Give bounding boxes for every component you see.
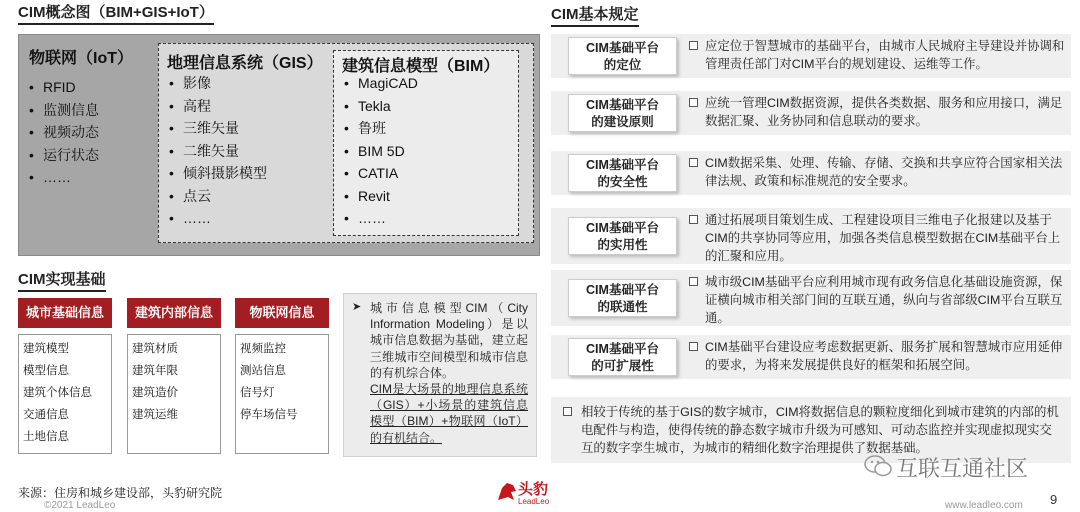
- rule-text: [689, 338, 1065, 374]
- wechat-icon: [864, 454, 892, 478]
- website: www.leadleo.com: [945, 500, 1023, 511]
- rule-text: [689, 211, 1065, 265]
- rule-row: [551, 208, 1071, 264]
- leadleo-logo: [496, 478, 558, 510]
- rule-label-line1: CIM基础平台: [586, 221, 659, 235]
- bim-item: • Revit: [344, 185, 418, 208]
- gis-item: • 点云: [169, 185, 267, 208]
- bim-item: • ……: [344, 207, 418, 230]
- bim-box: [333, 50, 519, 236]
- bim-title: 建筑信息模型（BIM）: [342, 58, 500, 75]
- rule-text: [689, 273, 1065, 327]
- category-list-city: [18, 334, 112, 454]
- rule-label: [568, 279, 677, 317]
- list-item: 测站信息: [240, 365, 286, 377]
- list-item: 建筑模型: [23, 343, 69, 355]
- gis-list: [169, 72, 267, 230]
- logo-text-en: LeadLeo: [518, 497, 550, 506]
- rule-label-line1: CIM基础平台: [586, 342, 659, 356]
- list-item: 停车场信号: [240, 409, 298, 421]
- checkbox-bullet-icon: [689, 41, 698, 50]
- gis-item: • ……: [169, 207, 267, 230]
- rule-text-content: 城市级CIM基础平台应利用城市现有政务信息化基础设施资源，保证横向城市相关部门间的互联互通，纵向与省部级CIM平台互联互通。: [705, 275, 1063, 325]
- category-list-iot: [235, 334, 329, 454]
- gis-item: • 高程: [169, 95, 267, 118]
- list-item: 土地信息: [23, 431, 69, 443]
- rule-text: [689, 154, 1065, 190]
- rule-label-line1: CIM基础平台: [586, 158, 659, 172]
- bim-item: • BIM 5D: [344, 140, 418, 163]
- watermark-text: 互联互通社区: [896, 456, 1029, 481]
- page-number: 9: [1050, 492, 1058, 507]
- iot-item: • 视频动态: [29, 121, 99, 144]
- rule-text-content: 应定位于智慧城市的基础平台，由城市人民城府主导建设并协调和管理责任部门对CIM平台的规划建设、运维等工作。: [705, 39, 1065, 71]
- gis-item: • 三维矢量: [169, 117, 267, 140]
- logo-text-cn: 头豹: [518, 481, 549, 498]
- list-item: 信号灯: [240, 387, 275, 399]
- checkbox-bullet-icon: [563, 407, 572, 416]
- description-combination: CIM是大场景的地理信息系统（GIS）+小场景的建筑信息模型（BIM）+物联网（IoT）的有机结合。: [370, 382, 528, 445]
- checkbox-bullet-icon: [689, 215, 698, 224]
- gis-item: • 倾斜摄影模型: [169, 162, 267, 185]
- rule-label-line2: 的实用性: [597, 238, 648, 252]
- rule-row: [551, 270, 1071, 326]
- copyright: ©2021 LeadLeo: [44, 500, 116, 511]
- iot-list: [29, 76, 99, 189]
- rule-label-line1: CIM基础平台: [586, 98, 659, 112]
- rule-label: [568, 94, 677, 132]
- rule-text-content: 通过拓展项目策划生成、工程建设项目三维电子化报建以及基于CIM的共享协同等应用，加强各类信息模型数据在CIM基础平台上的汇聚和应用。: [705, 213, 1061, 263]
- rule-text: [689, 94, 1065, 130]
- description-text: 城市信息模型CIM（City Information Modeling）是以城市信息数据为基础，建立起三维城市空间模型和城市信息的有机综合体。: [370, 301, 528, 380]
- concept-title: CIM概念图（BIM+GIS+IoT）: [18, 1, 214, 25]
- leopard-icon: [496, 480, 518, 504]
- rule-text-content: 应统一管理CIM数据资源，提供各类数据、服务和应用接口，满足数据汇聚、业务协同和信息联动的要求。: [705, 96, 1063, 128]
- bim-item: • CATIA: [344, 162, 418, 185]
- arrow-bullet-icon: ➤: [352, 301, 362, 313]
- rule-label: [568, 37, 677, 75]
- rules-title: CIM基本规定: [551, 3, 639, 27]
- rule-row: [551, 151, 1071, 195]
- checkbox-bullet-icon: [689, 342, 698, 351]
- rule-text: [689, 37, 1065, 73]
- iot-title: 物联网（IoT）: [29, 50, 133, 67]
- gis-title: 地理信息系统（GIS）: [167, 55, 323, 72]
- list-item: 建筑造价: [132, 387, 178, 399]
- rule-label-line2: 的可扩展性: [591, 359, 654, 373]
- iot-item: • 监测信息: [29, 99, 99, 122]
- list-item: 建筑运维: [132, 409, 178, 421]
- rule-text-content: CIM基础平台建设应考虑数据更新、服务扩展和智慧城市应用延伸的要求，为将来发展提供良好的框架和拓展空间。: [705, 340, 1063, 372]
- rule-label-line2: 的定位: [603, 58, 642, 72]
- list-item: 视频监控: [240, 343, 286, 355]
- category-head-city: 城市基础信息: [18, 298, 112, 328]
- rule-row: [551, 335, 1071, 379]
- bim-list: [344, 72, 418, 230]
- rule-label: [568, 338, 677, 376]
- basis-title: CIM实现基础: [18, 268, 106, 292]
- bim-item: • Tekla: [344, 95, 418, 118]
- list-item: 建筑个体信息: [23, 387, 92, 399]
- summary-text: 相较于传统的基于GIS的数字城市，CIM将数据信息的颗粒度细化到城市建筑的内部的机电配件与构造，使得传统的静态数字城市升级为可感知、可动态监控并实现虚拟现实交互的数字孪生城市，为城市的精细化数字治理提供了数据基础。: [581, 405, 1059, 455]
- category-head-building: 建筑内部信息: [127, 298, 221, 328]
- bim-item: • MagiCAD: [344, 72, 418, 95]
- rule-row: [551, 34, 1071, 78]
- iot-item: • 运行状态: [29, 144, 99, 167]
- gis-item: • 二维矢量: [169, 140, 267, 163]
- checkbox-bullet-icon: [689, 158, 698, 167]
- list-item: 建筑材质: [132, 343, 178, 355]
- checkbox-bullet-icon: [689, 98, 698, 107]
- iot-item: • RFID: [29, 76, 99, 99]
- rule-label-line1: CIM基础平台: [586, 41, 659, 55]
- rule-label: [568, 217, 677, 255]
- list-item: 交通信息: [23, 409, 69, 421]
- source-note: 来源：住房和城乡建设部，头豹研究院: [18, 486, 223, 500]
- gis-item: • 影像: [169, 72, 267, 95]
- rule-text-content: CIM数据采集、处理、传输、存储、交换和共享应符合国家相关法律法规、政策和标准规范的安全要求。: [705, 156, 1063, 188]
- rule-label: [568, 154, 677, 192]
- category-list-building: [127, 334, 221, 454]
- list-item: 建筑年限: [132, 365, 178, 377]
- rule-label-line2: 的安全性: [597, 175, 648, 189]
- list-item: 模型信息: [23, 365, 69, 377]
- rule-label-line2: 的建设原则: [591, 115, 654, 129]
- bim-item: • 鲁班: [344, 117, 418, 140]
- iot-item: • ……: [29, 166, 99, 189]
- rule-row: [551, 91, 1071, 135]
- checkbox-bullet-icon: [689, 277, 698, 286]
- rule-label-line2: 的联通性: [597, 300, 648, 314]
- category-head-iot: 物联网信息: [235, 298, 329, 328]
- rule-label-line1: CIM基础平台: [586, 283, 659, 297]
- cim-description: [343, 293, 537, 457]
